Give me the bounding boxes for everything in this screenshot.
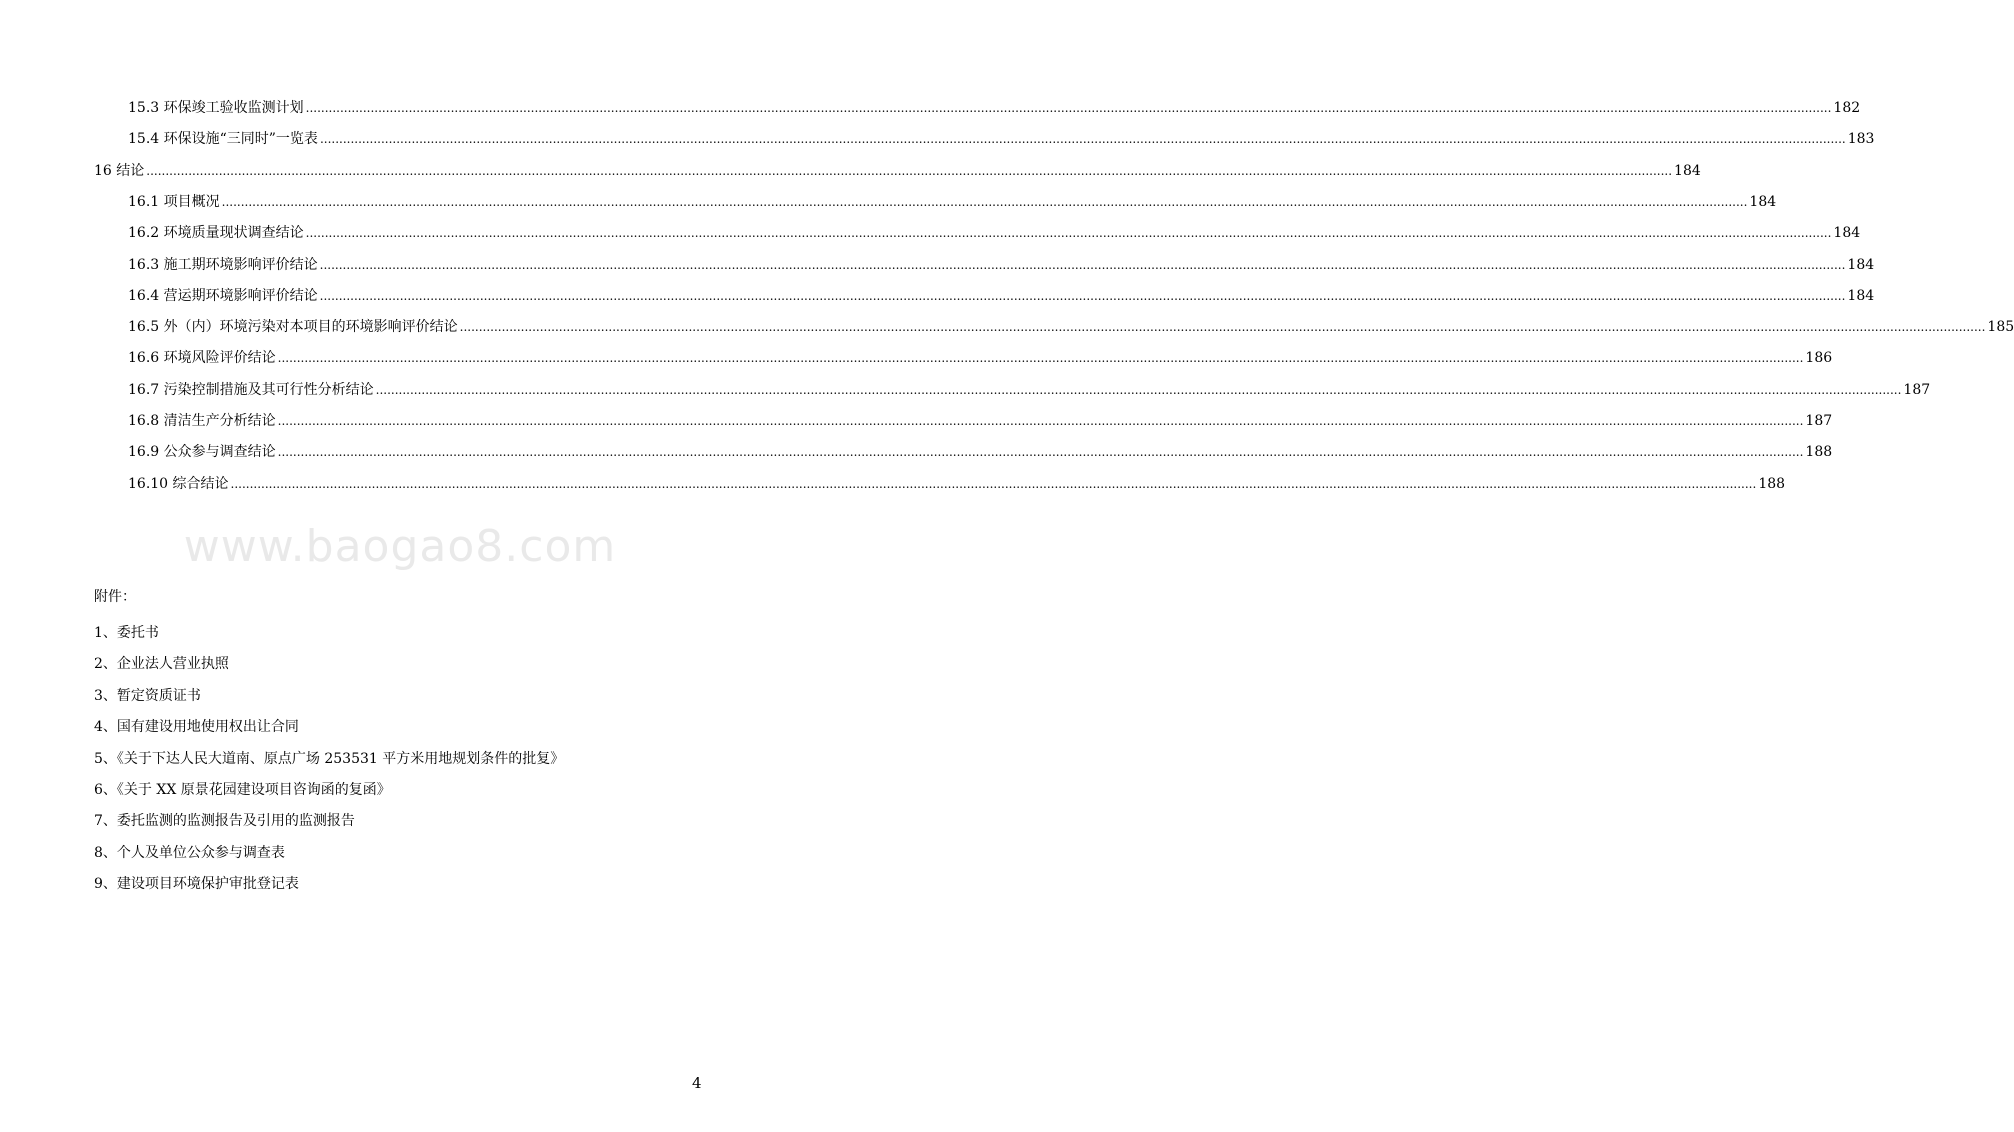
toc-leader-dots: ................................................................................................................................................................................................................................................................................................................................................................................................................ [459,320,1986,334]
attachment-item: 9、建设项目环境保护审批登记表 [94,876,299,892]
toc-entry-title: 16.10 综合结论 [128,476,229,492]
toc-entry-page: 186 [1805,350,1833,366]
attachment-item: 7、委托监测的监测报告及引用的监测报告 [94,813,355,829]
attachment-item: 5、《关于下达人民大道南、原点广场 253531 平方米用地规划条件的批复》 [94,751,565,767]
attachment-item: 8、个人及单位公众参与调查表 [94,845,285,861]
toc-entry-title: 16 结论 [94,163,145,179]
attachment-item: 3、暂定资质证书 [94,688,201,704]
toc-leader-dots: ................................................................................................................................................................................................................................................................................................................................................................................................................ [277,351,1804,365]
toc-leader-dots: ................................................................................................................................................................................................................................................................................................................................................................................................................ [375,383,1902,397]
toc-leader-dots: ................................................................................................................................................................................................................................................................................................................................................................................................................ [230,477,1757,491]
toc-entry[interactable] [128,221,1861,243]
attachment-item: 6、《关于 XX 原景花园建设项目咨询函的复函》 [94,782,391,798]
toc-entry[interactable] [128,409,1833,431]
toc-entry[interactable] [128,378,1931,400]
attachment-item: 2、企业法人营业执照 [94,656,229,672]
attachment-item: 1、委托书 [94,625,159,641]
toc-entry[interactable] [128,96,1861,118]
toc-leader-dots: ................................................................................................................................................................................................................................................................................................................................................................................................................ [277,445,1804,459]
toc-entry-page: 188 [1805,444,1833,460]
toc-entry-page: 184 [1749,194,1777,210]
page-number: 4 [692,1074,702,1092]
toc-leader-dots: ................................................................................................................................................................................................................................................................................................................................................................................................................ [319,132,1846,146]
toc-entry-page: 182 [1833,100,1861,116]
toc-entry-page: 184 [1674,163,1701,179]
toc-leader-dots: ................................................................................................................................................................................................................................................................................................................................................................................................................ [221,195,1748,209]
toc-entry-title: 16.5 外（内）环境污染对本项目的环境影响评价结论 [128,319,458,335]
toc-entry[interactable] [128,346,1833,368]
toc-entry-title: 16.1 项目概况 [128,194,220,210]
watermark: www.baogao8.com [183,521,617,572]
toc-entry-page: 185 [1987,319,2014,335]
toc-entry[interactable] [94,159,1701,181]
toc-entry-page: 184 [1847,257,1875,273]
toc-leader-dots: ................................................................................................................................................................................................................................................................................................................................................................................................................ [277,414,1804,428]
toc-entry[interactable] [128,253,1875,275]
toc-leader-dots: ................................................................................................................................................................................................................................................................................................................................................................................................................ [319,258,1846,272]
toc-entry[interactable] [128,127,1875,149]
toc-entry-page: 183 [1847,131,1875,147]
toc-leader-dots: ................................................................................................................................................................................................................................................................................................................................................................................................................ [319,289,1846,303]
attachment-item: 4、国有建设用地使用权出让合同 [94,719,299,735]
toc-entry-title: 16.8 清洁生产分析结论 [128,413,276,429]
toc-entry-title: 15.4 环保设施“三同时”一览表 [128,131,318,147]
toc-entry-page: 184 [1847,288,1875,304]
toc-entry[interactable] [128,472,1786,494]
toc-entry-title: 15.3 环保竣工验收监测计划 [128,100,304,116]
toc-entry-page: 187 [1903,382,1931,398]
toc-entry[interactable] [128,190,1777,212]
toc-entry-page: 187 [1805,413,1833,429]
toc-entry-title: 16.7 污染控制措施及其可行性分析结论 [128,382,374,398]
toc-entry[interactable] [128,440,1833,462]
toc-entry[interactable] [128,284,1875,306]
toc-entry-page: 188 [1758,476,1786,492]
attachments-heading: 附件： [94,589,136,605]
toc-entry-title: 16.9 公众参与调查结论 [128,444,276,460]
toc-leader-dots: ................................................................................................................................................................................................................................................................................................................................................................................................................ [305,226,1832,240]
toc-entry-title: 16.2 环境质量现状调查结论 [128,225,304,241]
toc-entry-title: 16.6 环境风险评价结论 [128,350,276,366]
toc-entry-title: 16.3 施工期环境影响评价结论 [128,257,318,273]
toc-entry-title: 16.4 营运期环境影响评价结论 [128,288,318,304]
toc-entry[interactable] [128,315,2014,337]
toc-leader-dots: ................................................................................................................................................................................................................................................................................................................................................................................................................ [305,101,1832,115]
toc-leader-dots: ................................................................................................................................................................................................................................................................................................................................................................................................................ [146,164,1673,178]
toc-entry-page: 184 [1833,225,1861,241]
